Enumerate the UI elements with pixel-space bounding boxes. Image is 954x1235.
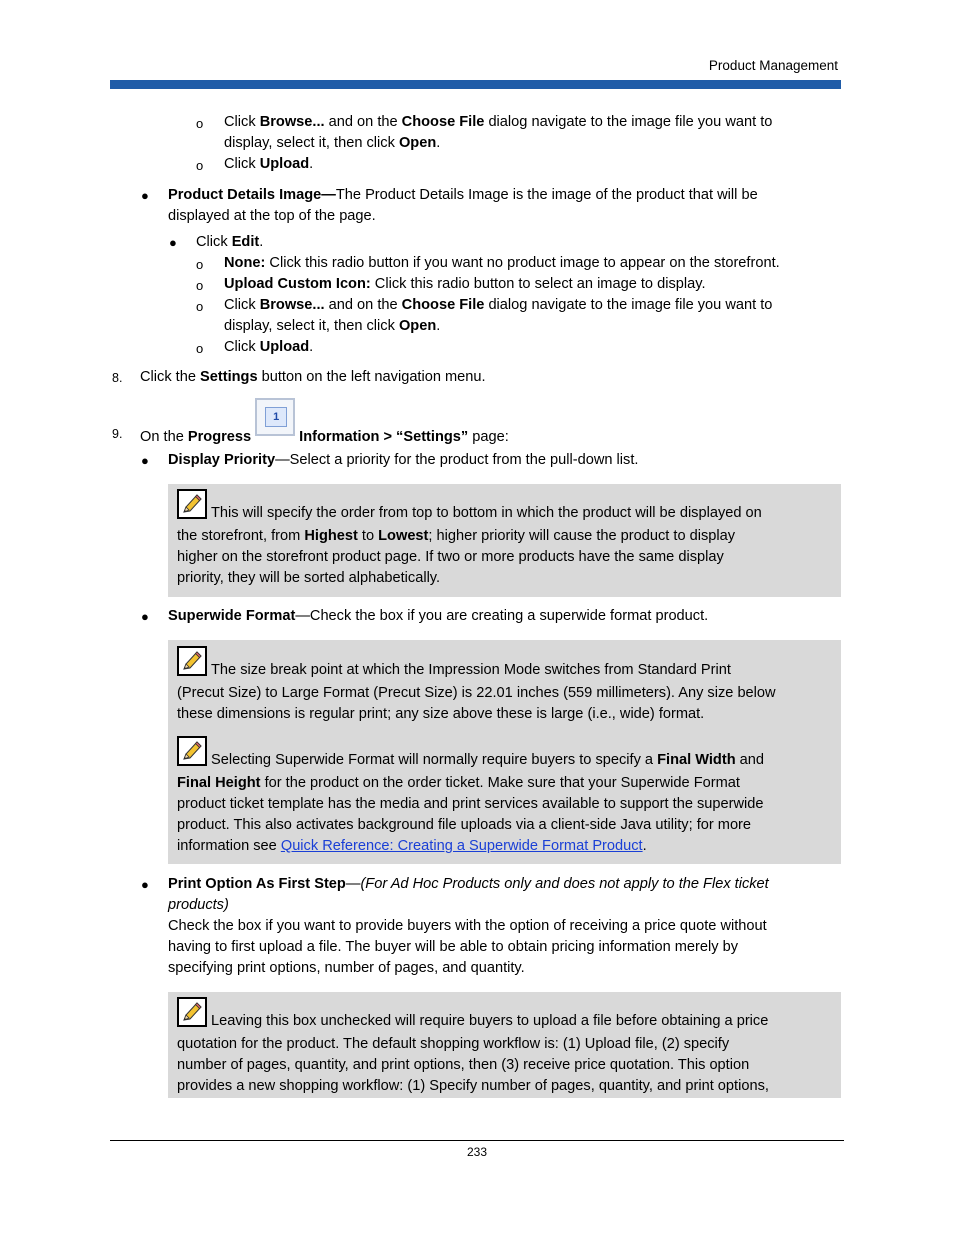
bullet: ● [169,235,177,250]
page-header-title: Product Management [708,58,838,73]
note-box-display-priority: This will specify the order from top to bottom in which the product will be displayed on the storefront, from Highest to Lowest; higher priority will cause the product to display higher on the storefront product page. If two or more products have the same display priority, they will be sorted alphabetically. [168,484,841,597]
note-pencil-icon [177,489,207,519]
print-option-text: Print Option As First Step—(For Ad Hoc Products only and does not apply to the Flex ticket products) Check the box if you want to provide buyers with the option of receiving a price quote without having to first upload a file. The buyer will be able to obtain pricing information merely by specifying print options, number of pages, and quantity. [168,876,769,976]
step-number: 9. [112,427,123,441]
note-pencil-icon [177,736,207,766]
product-details-line2: displayed at the top of the page. [168,208,376,224]
footer-rule [110,1140,844,1141]
product-details-line1: Product Details Image—The Product Details Image is the image of the product that will be [168,187,758,203]
circle-bullet: o [196,278,204,293]
step-number: 8. [112,371,123,385]
circle-bullet: o [196,116,204,131]
bullet: ● [141,188,149,203]
bullet: ● [141,609,149,624]
bullet: ● [141,877,149,892]
upload-custom-icon-option: Upload Custom Icon: Click this radio button to select an image to display. [224,276,706,292]
upload-instruction-2: Click Upload. [224,339,314,355]
browse-instruction-line2: display, select it, then click Open. [224,135,441,151]
edit-instruction: Click Edit. [196,234,264,250]
superwide-format-text: Superwide Format—Check the box if you are creating a superwide format product. [168,608,709,624]
circle-bullet: o [196,257,204,272]
circle-bullet: o [196,299,204,314]
browse-instruction-line1: Click Browse... and on the Choose File dialog navigate to the image file you want to [224,114,773,130]
note-pencil-icon [177,646,207,676]
none-option: None: Click this radio button if you want no product image to appear on the storefront. [224,255,780,271]
note-box-superwide: The size break point at which the Impression Mode switches from Standard Print (Precut Size) to Large Format (Precut Size) is 22.01 inches (559 millimeters). Any size below these dimensions is regular print; any size above these is large (i.e., wide) format. Selecting Superwide Format will normally require buyers to specify a Final Width and Final Height for the product on the order ticket. Make sure that your Superwide Format product ticket template has the media and print services available to support the superwide product. This also activates background file uploads via a client-side Java utility; for more information see Quick Reference: Creating a Superwide Format Product. [168,640,841,864]
display-priority-text: Display Priority—Select a priority for the product from the pull-down list. [168,452,639,468]
circle-bullet: o [196,158,204,173]
quick-reference-link[interactable]: Quick Reference: Creating a Superwide Format Product [280,838,643,854]
browse-instruction-2-line2: display, select it, then click Open. [224,318,441,334]
upload-instruction: Click Upload. [224,156,314,172]
page-number: 233 [466,1145,488,1159]
circle-bullet: o [196,341,204,356]
bullet: ● [141,453,149,468]
note-box-print-option: Leaving this box unchecked will require buyers to upload a file before obtaining a price quotation for the product. The default shopping workflow is: (1) Upload file, (2) specify number of pages, quantity, and print options, then (3) receive price quotation. This option provides a new shopping workflow: (1) Specify number of pages, quantity, and print options, [168,992,841,1098]
step-8-text: Click the Settings button on the left navigation menu. [140,369,486,385]
note-pencil-icon [177,997,207,1027]
header-rule [110,80,841,89]
browse-instruction-2-line1: Click Browse... and on the Choose File dialog navigate to the image file you want to [224,297,773,313]
step-9-text: On the Progress 1 Information > “Settings” page: [140,398,509,451]
progress-step-icon: 1 [255,398,295,436]
